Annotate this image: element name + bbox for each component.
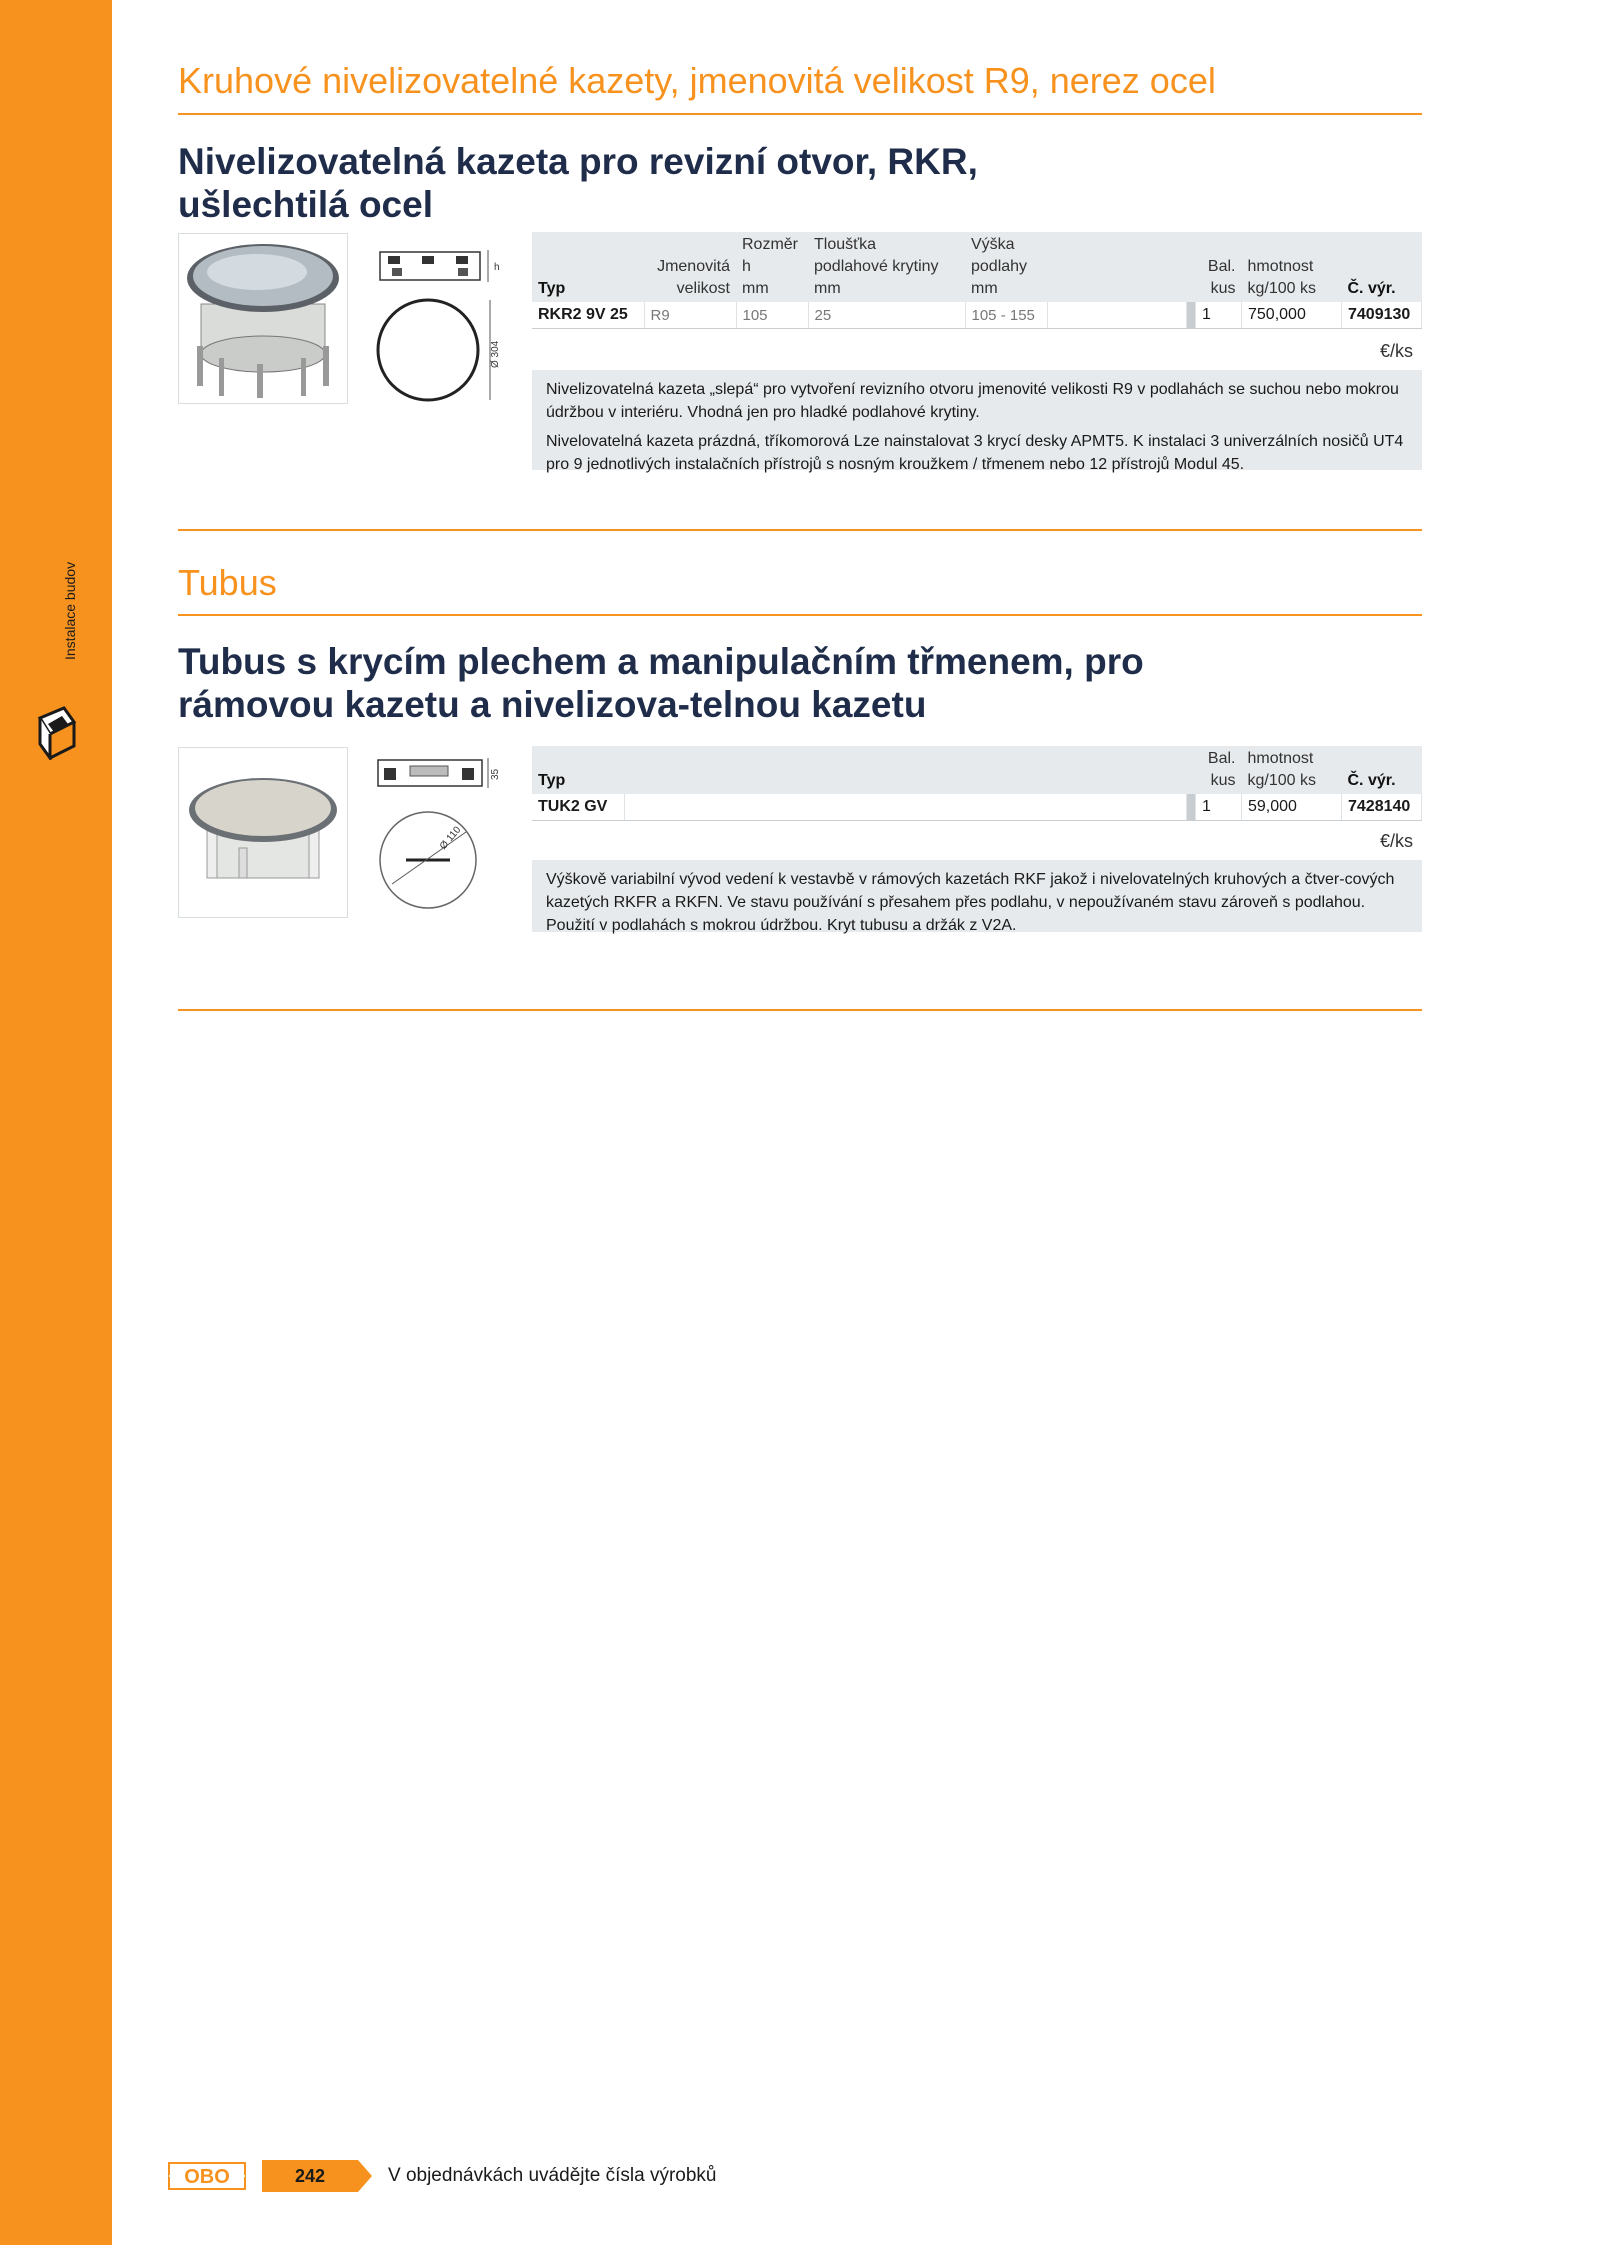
section-divider — [178, 113, 1422, 115]
col-header-line: kus — [1210, 772, 1236, 789]
cell-hmotnost: 750,000 — [1242, 302, 1342, 329]
footer-note: V objednávkách uvádějte čísla výrobků — [388, 2165, 717, 2186]
cell-bal: 1 — [1196, 794, 1242, 821]
col-header-line: hmotnost — [1247, 750, 1314, 767]
col-header-tloustka — [808, 232, 965, 302]
table-row — [532, 794, 1422, 821]
product-title-line: ušlechtilá ocel — [178, 184, 433, 225]
section-title: Kruhové nivelizovatelné kazety, jmenovitá velikost R9, nerez ocel — [178, 60, 1216, 101]
technical-drawing-tuk — [370, 754, 510, 922]
col-header-hmotnost — [1242, 232, 1342, 302]
col-header-bal — [1196, 232, 1242, 302]
product-description — [532, 860, 1422, 932]
product-title-line: Nivelizovatelná kazeta pro revizní otvor, RKR, — [178, 141, 978, 182]
cell-cv: 7428140 — [1342, 794, 1422, 821]
product-photo-tuk — [178, 747, 348, 918]
cell-spacer — [624, 794, 1187, 821]
col-header-line: hmotnost — [1247, 258, 1314, 275]
section-divider — [178, 614, 1422, 616]
logo-text: OBO — [184, 2166, 230, 2188]
col-header-vyska — [965, 232, 1047, 302]
cell-cv: 7409130 — [1342, 302, 1422, 329]
section-divider — [178, 1009, 1422, 1011]
installation-box-icon — [34, 704, 78, 760]
product-title-line: Tubus s krycím plechem a manipulačním třmenem, pro — [178, 641, 1144, 682]
col-header-line: velikost — [676, 280, 730, 297]
cell-rozmer: 105 — [736, 302, 808, 329]
obo-logo — [168, 2162, 246, 2190]
spec-table-tuk — [532, 746, 1422, 821]
cell-vyska: 105 - 155 — [965, 302, 1047, 329]
product-description — [532, 370, 1422, 473]
product-title-line: rámovou kazetu a nivelizova-telnou kazetu — [178, 684, 927, 725]
cell-bal: 1 — [1196, 302, 1242, 329]
spec-table-rkr — [532, 232, 1422, 329]
price-unit: €/ks — [1380, 831, 1414, 851]
cell-typ: RKR2 9V 25 — [532, 302, 644, 329]
col-header-line: mm — [814, 280, 841, 297]
col-header-line: mm — [971, 280, 998, 297]
col-header-line: Rozměr — [742, 236, 799, 253]
section-divider — [178, 529, 1422, 531]
cell-marker — [1187, 794, 1196, 821]
col-header-line: kg/100 ks — [1247, 280, 1316, 297]
diameter-label: Ø 304 — [490, 340, 501, 368]
col-header-rozmer — [736, 232, 808, 302]
col-header-line: podlahy — [971, 258, 1028, 275]
cell-tloustka: 25 — [808, 302, 965, 329]
price-unit: €/ks — [1380, 341, 1414, 361]
col-header-line: mm — [742, 280, 769, 297]
product-title — [178, 640, 1178, 726]
tubus-illustration — [179, 748, 347, 917]
col-header-typ: Typ — [532, 746, 624, 794]
technical-drawing-rkr — [370, 240, 510, 408]
col-header-typ: Typ — [532, 232, 644, 302]
col-header-line: podlahové krytiny — [814, 258, 939, 275]
col-header-spacer — [1047, 232, 1187, 302]
sidebar — [0, 0, 112, 2245]
height-label: h — [494, 262, 500, 273]
col-header-line: Jmenovitá — [657, 258, 730, 275]
table-header-row — [532, 746, 1422, 794]
col-header-line: kus — [1210, 280, 1236, 297]
product-title — [178, 140, 1178, 226]
section-title: Tubus — [178, 562, 277, 603]
sidebar-label: Instalace budov — [62, 561, 78, 660]
col-header-spacer — [624, 746, 1187, 794]
col-header-marker — [1187, 746, 1196, 794]
page-number: 242 — [262, 2160, 358, 2192]
col-header-line: Výška — [971, 236, 1015, 253]
diameter-label: Ø 110 — [437, 824, 464, 852]
col-header-cv: Č. výr. — [1342, 746, 1422, 794]
col-header-line: h — [742, 258, 751, 275]
cassette-illustration — [179, 234, 347, 403]
table-row — [532, 302, 1422, 329]
description-paragraph: Nivelizovatelná kazeta „slepá“ pro vytvoření revizního otvoru jmenovité velikosti R9 v podlahách se suchou nebo mokrou údržbou v interiéru. Vhodná jen pro hladké podlahové krytiny. — [546, 381, 1399, 421]
height-label: 35 — [490, 768, 501, 780]
cell-marker — [1187, 302, 1196, 329]
col-header-line: Bal. — [1207, 258, 1236, 275]
col-header-line: Tloušťka — [814, 236, 877, 253]
col-header-line: kg/100 ks — [1247, 772, 1316, 789]
col-header-line: Bal. — [1207, 750, 1236, 767]
description-paragraph: Nivelovatelná kazeta prázdná, tříkomorová Lze nainstalovat 3 krycí desky APMT5. K instalaci 3 univerzálních nosičů UT4 pro 9 jednotlivých instalačních přístrojů s nosným kroužkem / třmenem nebo 12 přístrojů Modul 45. — [546, 433, 1404, 473]
table-header-row — [532, 232, 1422, 302]
col-header-bal — [1196, 746, 1242, 794]
page-number-arrow — [358, 2160, 372, 2192]
col-header-hmotnost — [1242, 746, 1342, 794]
col-header-marker — [1187, 232, 1196, 302]
col-header-cv: Č. výr. — [1342, 232, 1422, 302]
product-photo-rkr — [178, 233, 348, 404]
col-header-velikost — [644, 232, 736, 302]
cell-spacer — [1047, 302, 1187, 329]
cell-hmotnost: 59,000 — [1242, 794, 1342, 821]
cell-typ: TUK2 GV — [532, 794, 624, 821]
description-paragraph: Výškově variabilní vývod vedení k vestavbě v rámových kazetách RKF jakož i nivelovatelných kruhových a čtver-cových kazetých RKFR a RKFN. Ve stavu používání s přesahem přes podlahu, v nepoužívaném stavu zároveň s podlahou. Použití v podlahách s mokrou údržbou. Kryt tubusu a držák z V2A. — [546, 871, 1395, 934]
cell-velikost: R9 — [644, 302, 736, 329]
